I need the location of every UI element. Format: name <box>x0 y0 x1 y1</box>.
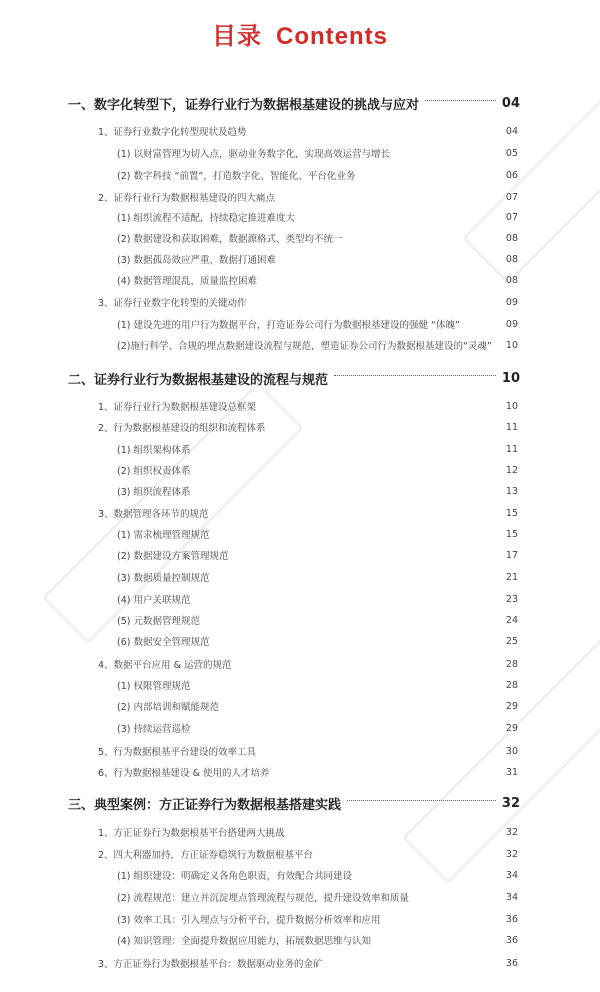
toc-subsection[interactable] <box>0 865 600 885</box>
toc-entry-title: (1) 需求梳理管理规范 <box>117 530 210 541</box>
toc-page-number: 21 <box>505 571 518 583</box>
toc-subsection[interactable] <box>0 589 600 609</box>
toc-entry-title: (2) 数据建设和获取困难，数据源格式、类型均不统一 <box>117 234 343 245</box>
toc-subsection[interactable] <box>0 460 600 480</box>
toc-entry-title: 1、证券行业数字化转型现状及趋势 <box>98 127 247 138</box>
toc-page-number: 29 <box>505 700 518 712</box>
dot-leader <box>334 375 496 376</box>
toc-page-number: 31 <box>505 766 518 778</box>
toc-page-number: 32 <box>501 795 520 811</box>
toc-entry-title: (1) 以财富管理为切入点，驱动业务数字化，实现高效运营与增长 <box>117 149 390 160</box>
toc-subsection[interactable] <box>0 930 600 950</box>
toc-entry-title: 4、数据平台应用 & 运营的规范 <box>98 660 232 671</box>
toc-page-number: 09 <box>505 318 518 330</box>
toc-page-number: 10 <box>505 400 518 412</box>
toc-page-number: 07 <box>505 211 518 223</box>
toc-subsection[interactable] <box>0 165 600 185</box>
page-title <box>0 16 600 51</box>
toc-page-number: 28 <box>505 658 518 670</box>
dot-leader <box>347 800 496 801</box>
toc-entry-title: 1、方正证券行为数据根基平台搭建两大挑战 <box>98 828 285 839</box>
toc-entry-title: (2)施行科学、合规的埋点数据建设流程与规范，塑造证券公司行为数据根基建设的“灵魂” <box>117 341 492 352</box>
toc-page-number: 15 <box>505 507 518 519</box>
toc-page-number: 06 <box>505 169 518 181</box>
toc-subsection[interactable] <box>0 675 600 695</box>
toc-subsection[interactable] <box>0 270 600 290</box>
toc-page-number: 34 <box>505 869 518 881</box>
title-en: Contents <box>276 23 388 50</box>
toc-entry-title: 3、证券行业数字化转型的关键动作 <box>98 298 247 309</box>
toc-chapter[interactable] <box>0 368 600 388</box>
toc-entry-title: 5、行为数据根基平台建设的效率工具 <box>98 747 257 758</box>
toc-entry-title: 3、数据管理各环节的规范 <box>98 509 209 520</box>
toc-subsection[interactable] <box>0 481 600 501</box>
toc-page-number: 32 <box>505 848 518 860</box>
toc-entry-title: (1) 权限管理规范 <box>117 681 191 692</box>
toc-entry-title: (3) 持续运营巡检 <box>117 724 191 735</box>
toc-section[interactable] <box>0 121 600 141</box>
toc-entry-title: (2) 内部培训和赋能规范 <box>117 702 219 713</box>
toc-entry-title: (2) 流程规范：建立并沉淀埋点管理流程与规范，提升建设效率和质量 <box>117 893 409 904</box>
toc-page-number: 08 <box>505 274 518 286</box>
toc-page-number: 10 <box>501 370 520 386</box>
toc-page-number: 28 <box>505 679 518 691</box>
toc-page-number: 25 <box>505 635 518 647</box>
toc-entry-title: (5) 元数据管理规范 <box>117 616 200 627</box>
toc-entry-title: (2) 数字科技 “前置”，打造数字化、智能化、平台化业务 <box>117 171 356 182</box>
toc-entry-title: 1、证券行业行为数据根基建设总框架 <box>98 402 257 413</box>
toc-entry-title: 二、证券行业行为数据根基建设的流程与规范 <box>68 372 329 388</box>
toc-chapter[interactable] <box>0 93 600 113</box>
toc-entry-title: (1) 组织建设：明确定义各角色职责，有效配合共同建设 <box>117 871 352 882</box>
toc-subsection[interactable] <box>0 314 600 334</box>
toc-entry-title: 2、四大利器加持，方正证券稳筑行为数据根基平台 <box>98 850 314 861</box>
toc-entry-title: 6、行为数据根基建设 & 使用的人才培养 <box>98 768 270 779</box>
toc-page-number: 11 <box>505 421 518 433</box>
toc-page-number: 15 <box>505 528 518 540</box>
toc-subsection[interactable] <box>0 335 600 355</box>
toc-entry-title: 2、行为数据根基建设的组织和流程体系 <box>98 423 266 434</box>
toc-entry-title: (4) 数据管理混乱，质量监控困难 <box>117 276 257 287</box>
toc-page-number: 34 <box>505 891 518 903</box>
toc-page-number: 12 <box>505 464 518 476</box>
toc-page-number: 08 <box>505 253 518 265</box>
toc-section[interactable] <box>0 654 600 674</box>
toc-page-number: 24 <box>505 614 518 626</box>
toc-section[interactable] <box>0 503 600 523</box>
toc-subsection[interactable] <box>0 207 600 227</box>
toc-subsection[interactable] <box>0 567 600 587</box>
title-cn: 目录 <box>212 22 262 50</box>
toc-entry-title: (1) 组织架构体系 <box>117 445 191 456</box>
toc-subsection[interactable] <box>0 909 600 929</box>
toc-page-number: 32 <box>505 826 518 838</box>
toc-subsection[interactable] <box>0 524 600 544</box>
dot-leader <box>425 100 496 101</box>
toc-entry-title: (6) 数据安全管理规范 <box>117 637 210 648</box>
toc-page-number: 30 <box>505 745 518 757</box>
toc-subsection[interactable] <box>0 228 600 248</box>
toc-section[interactable] <box>0 741 600 761</box>
toc-subsection[interactable] <box>0 610 600 630</box>
toc-section[interactable] <box>0 844 600 864</box>
toc-entry-title: 3、方正证券行为数据根基平台：数据驱动业务的金矿 <box>98 959 323 970</box>
toc-section[interactable] <box>0 292 600 312</box>
toc-entry-title: (4) 用户关联规范 <box>117 595 191 606</box>
toc-section[interactable] <box>0 953 600 973</box>
toc-page-number: 10 <box>505 339 518 351</box>
toc-page-number: 13 <box>505 485 518 497</box>
toc-section[interactable] <box>0 762 600 782</box>
toc-entry-title: 一、数字化转型下，证券行业行为数据根基建设的挑战与应对 <box>68 97 420 113</box>
toc-page-number: 09 <box>505 296 518 308</box>
toc-page-number: 07 <box>505 191 518 203</box>
toc-page-number: 08 <box>505 232 518 244</box>
toc-subsection[interactable] <box>0 143 600 163</box>
toc-entry-title: (1) 组织流程不适配，持续稳定推进难度大 <box>117 213 295 224</box>
toc-entry-title: (3) 数据孤岛效应严重，数据打通困难 <box>117 255 276 266</box>
toc-subsection[interactable] <box>0 718 600 738</box>
toc-entry-title: (1) 建设先进的用户行为数据平台，打造证券公司行为数据根基建设的强健 “体魄” <box>117 320 460 331</box>
toc-subsection[interactable] <box>0 545 600 565</box>
toc-page-number: 36 <box>505 957 518 969</box>
toc-page-number: 04 <box>505 125 518 137</box>
toc-entry-title: (3) 效率工具：引入埋点与分析平台，提升数据分析效率和应用 <box>117 915 381 926</box>
toc-subsection[interactable] <box>0 249 600 269</box>
toc-page-number: 11 <box>505 443 518 455</box>
toc-subsection[interactable] <box>0 887 600 907</box>
toc-subsection[interactable] <box>0 631 600 651</box>
toc-section[interactable] <box>0 187 600 207</box>
toc-subsection[interactable] <box>0 439 600 459</box>
toc-entry-title: (4) 知识管理：全面提升数据应用能力，拓展数据思维与认知 <box>117 936 371 947</box>
toc-page-number: 36 <box>505 934 518 946</box>
toc-page-number: 17 <box>505 549 518 561</box>
toc-page-number: 29 <box>505 722 518 734</box>
toc-page-number: 04 <box>501 95 520 111</box>
toc-page-number: 36 <box>505 913 518 925</box>
toc-chapter[interactable] <box>0 793 600 813</box>
toc-entry-title: (3) 组织流程体系 <box>117 487 191 498</box>
toc-page-number: 05 <box>505 147 518 159</box>
toc-entry-title: (2) 数据建设方案管理规范 <box>117 551 229 562</box>
toc-entry-title: (3) 数据质量控制规范 <box>117 573 210 584</box>
toc-page-number: 23 <box>505 593 518 605</box>
toc-entry-title: (2) 组织权责体系 <box>117 466 191 477</box>
toc-section[interactable] <box>0 396 600 416</box>
toc-entry-title: 2、证券行业行为数据根基建设的四大痛点 <box>98 193 276 204</box>
toc-entry-title: 三、典型案例：方正证券行为数据根基搭建实践 <box>68 797 342 813</box>
toc-section[interactable] <box>0 822 600 842</box>
toc-subsection[interactable] <box>0 696 600 716</box>
toc-section[interactable] <box>0 417 600 437</box>
